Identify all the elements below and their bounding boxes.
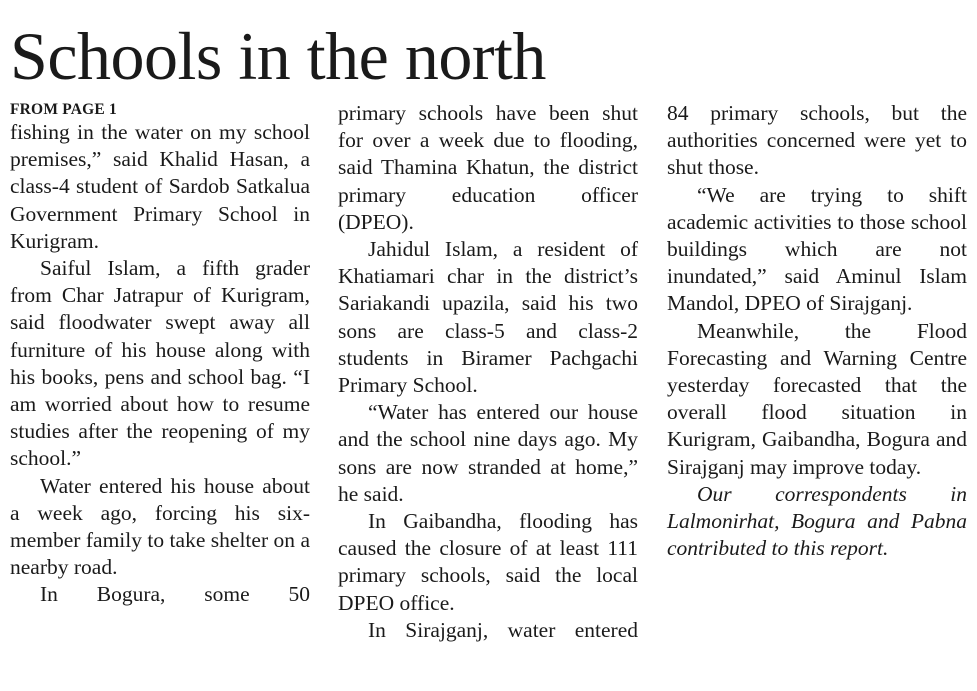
paragraph: “Water has entered our house and the school nine days ago. My sons are now stranded at home,” he said. bbox=[338, 400, 638, 506]
paragraph: In Sirajganj, water entered bbox=[368, 617, 638, 642]
paragraph: In Bogura, some 50 bbox=[40, 582, 310, 607]
paragraph: fishing in the water on my school premises,” said Khalid Hasan, a class-4 student of Sardob Satkalua Government Primary School in Kurigram. bbox=[10, 120, 310, 253]
paragraph: Saiful Islam, a fifth grader from Char Jatrapur of Kurigram, said floodwater swept away all furniture of his house along with his books, pens and school bag. “I am worried about how to resume studies after the reopening of my school.” bbox=[10, 256, 310, 471]
column-2 bbox=[338, 100, 638, 644]
jump-line: FROM PAGE 1 bbox=[10, 101, 117, 118]
column-3 bbox=[667, 100, 967, 562]
paragraph: Meanwhile, the Flood Forecasting and Warning Centre yesterday forecasted that the overall flood situation in Kurigram, Gaibandha, Bogura and Sirajganj may improve today. bbox=[667, 318, 967, 479]
column-1 bbox=[10, 100, 310, 609]
paragraph: Water entered his house about a week ago, forcing his six-member family to take shelter on a nearby road. bbox=[10, 473, 310, 580]
paragraph: 84 primary schools, but the authorities concerned were yet to shut those. bbox=[667, 101, 967, 180]
paragraph: “We are trying to shift academic activities to those school buildings which are not inundated,” said Aminul Islam Mandol, DPEO of Sirajganj. bbox=[667, 182, 967, 316]
paragraph: Jahidul Islam, a resident of Khatiamari char in the district’s Sariakandi upazila, said his two sons are class-5 and class-2 students in Biramer Pachgachi Primary School. bbox=[338, 237, 638, 398]
contributor-note: Our correspondents in Lalmonirhat, Bogura and Pabna contributed to this report. bbox=[667, 481, 967, 561]
paragraph: primary schools have been shut for over a week due to flooding, said Thamina Khatun, the district primary education officer (DPEO). bbox=[338, 101, 638, 234]
paragraph: In Gaibandha, flooding has caused the closure of at least 111 primary schools, said the local DPEO office. bbox=[338, 509, 638, 615]
headline: Schools in the north bbox=[10, 18, 546, 94]
